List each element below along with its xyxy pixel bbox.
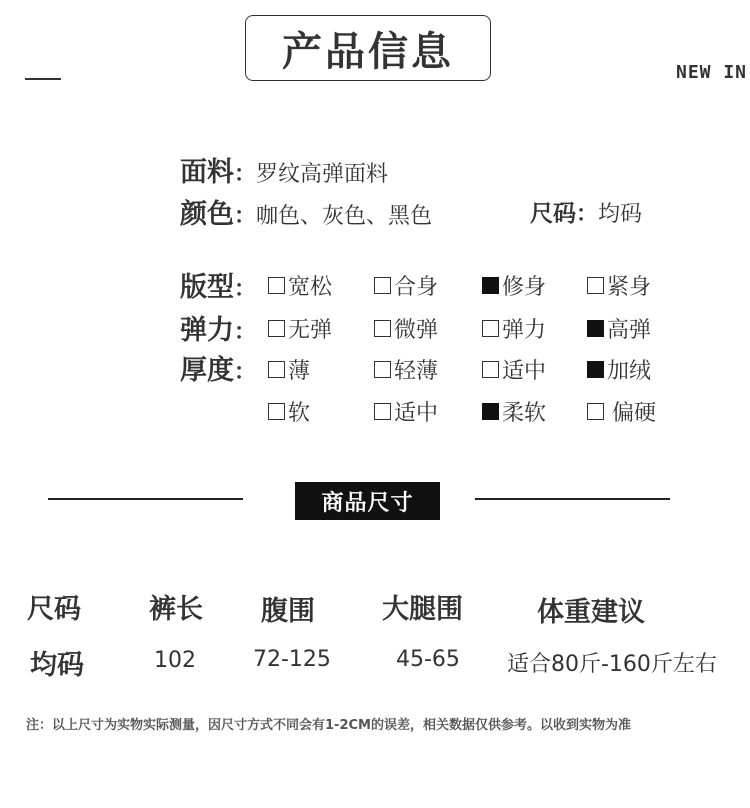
thickness-label: 厚度: [180, 355, 234, 386]
softness-option-2[interactable]: [374, 396, 438, 427]
thickness-option-1[interactable]: [268, 354, 310, 385]
table-cell-weight: 适合80斤-160斤左右: [507, 652, 717, 677]
checkbox[interactable]: [268, 403, 285, 420]
elasticity-label: 弹力: [180, 315, 234, 346]
divider-left: [48, 498, 243, 500]
page-title: 产品信息: [282, 28, 454, 75]
option-label: 紧身: [607, 275, 652, 300]
checkbox[interactable]: [587, 361, 604, 378]
fit-colon: ：: [234, 277, 257, 302]
option-label: 合身: [394, 275, 439, 300]
size-section-header: [295, 482, 440, 520]
divider-right: [475, 498, 670, 500]
fit-label-group: [180, 265, 256, 304]
thickness-option-2[interactable]: [374, 354, 438, 385]
table-header-thigh: 大腿围: [382, 594, 463, 625]
table-header-waist: 腹围: [261, 596, 315, 627]
elasticity-option-2[interactable]: [374, 313, 438, 344]
softness-option-4[interactable]: [587, 396, 656, 427]
elasticity-colon: ：: [234, 320, 257, 345]
option-label: 修身: [502, 275, 547, 300]
checkbox[interactable]: [587, 403, 604, 420]
softness-option-1[interactable]: [268, 396, 310, 427]
checkbox[interactable]: [374, 277, 391, 294]
size-section-title: 商品尺寸: [321, 490, 414, 516]
size-label: 尺码: [530, 201, 576, 227]
elasticity-label-group: [180, 308, 256, 347]
thickness-option-4[interactable]: [587, 354, 651, 385]
table-cell-thigh: 45-65: [396, 647, 460, 672]
menu-icon: [25, 78, 61, 80]
checkbox[interactable]: [587, 277, 604, 294]
fit-option-4[interactable]: [587, 270, 651, 301]
size-value: 均码: [598, 202, 643, 227]
checkbox[interactable]: [268, 361, 285, 378]
checkbox[interactable]: [482, 403, 499, 420]
color-row: [180, 192, 432, 231]
option-label: 柔软: [502, 401, 547, 426]
option-label: 高弹: [607, 318, 652, 343]
option-label: 软: [288, 401, 311, 426]
option-label: 无弹: [288, 318, 333, 343]
option-label: 宽松: [288, 275, 333, 300]
checkbox[interactable]: [482, 277, 499, 294]
fabric-value: 罗纹高弹面料: [256, 162, 389, 187]
option-label: 适中: [394, 401, 439, 426]
checkbox[interactable]: [482, 361, 499, 378]
size-colon: ：: [576, 202, 599, 227]
fabric-label: 面料: [180, 157, 234, 188]
checkbox[interactable]: [268, 277, 285, 294]
option-label: 弹力: [502, 318, 547, 343]
fit-option-2[interactable]: [374, 270, 438, 301]
table-cell-size: 均码: [30, 650, 84, 681]
title-box: [245, 15, 491, 81]
thickness-label-group: [180, 348, 256, 387]
option-label: 偏硬: [612, 401, 657, 426]
checkbox[interactable]: [587, 320, 604, 337]
elasticity-option-3[interactable]: [482, 313, 546, 344]
color-value: 咖色、灰色、黑色: [256, 204, 433, 229]
size-row: [530, 195, 642, 228]
checkbox[interactable]: [482, 320, 499, 337]
elasticity-option-4[interactable]: [587, 313, 651, 344]
checkbox[interactable]: [374, 320, 391, 337]
option-label: 适中: [502, 359, 547, 384]
fit-label: 版型: [180, 272, 234, 303]
elasticity-option-1[interactable]: [268, 313, 332, 344]
softness-option-3[interactable]: [482, 396, 546, 427]
color-colon: ：: [234, 204, 257, 229]
option-label: 薄: [288, 359, 311, 384]
color-label: 颜色: [180, 199, 234, 230]
measurement-note: 注：以上尺寸为实物实际测量，因尺寸方式不同会有1-2CM的误差，相关数据仅供参考。以收到实物为准: [26, 718, 631, 733]
checkbox[interactable]: [268, 320, 285, 337]
fit-option-1[interactable]: [268, 270, 332, 301]
thickness-option-3[interactable]: [482, 354, 546, 385]
table-header-length: 裤长: [149, 594, 203, 625]
fabric-row: [180, 150, 388, 189]
fit-option-3[interactable]: [482, 270, 546, 301]
checkbox[interactable]: [374, 361, 391, 378]
table-header-weight: 体重建议: [537, 597, 645, 628]
fabric-colon: ：: [234, 162, 257, 187]
option-label: 微弹: [394, 318, 439, 343]
table-cell-length: 102: [154, 648, 196, 673]
option-label: 加绒: [607, 359, 652, 384]
checkbox[interactable]: [374, 403, 391, 420]
thickness-colon: ：: [234, 360, 257, 385]
new-in-label: NEW IN: [676, 62, 748, 83]
table-cell-waist: 72-125: [253, 647, 331, 672]
table-header-size: 尺码: [27, 594, 81, 625]
option-label: 轻薄: [394, 359, 439, 384]
